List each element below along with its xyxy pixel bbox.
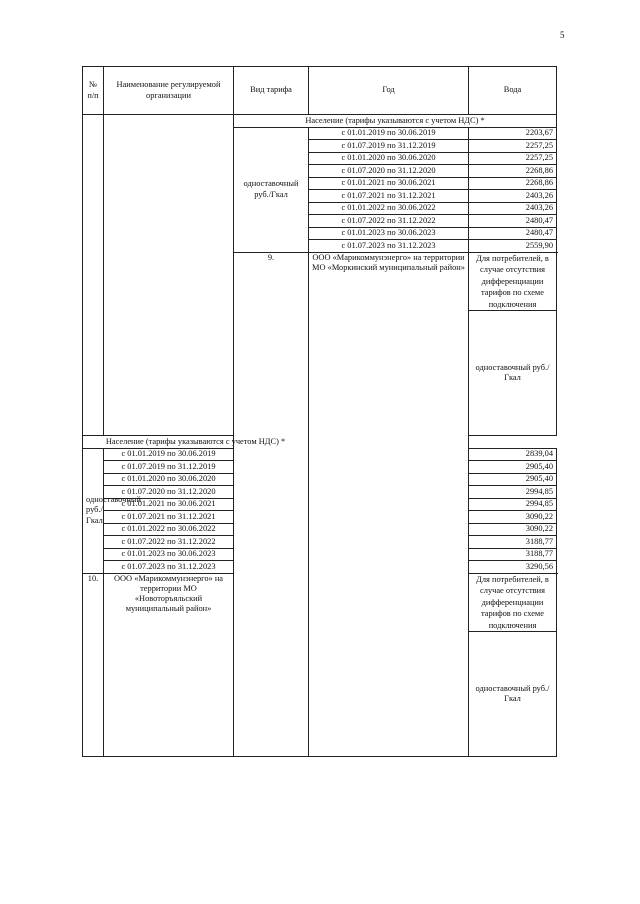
row-number: 10. xyxy=(83,573,104,757)
section-label: Для потребителей, в случае отсутствия дифференциации тарифов по схеме подключения xyxy=(469,252,557,311)
water-value: 2268,86 xyxy=(469,177,557,190)
water-value: 2480,47 xyxy=(469,215,557,228)
water-value: 2403,26 xyxy=(469,202,557,215)
section-label: Население (тарифы указываются с учетом НДС) * xyxy=(83,436,309,449)
section-label: Население (тарифы указываются с учетом НДС) * xyxy=(234,115,557,128)
period-cell: с 01.01.2019 по 30.06.2019 xyxy=(104,448,234,461)
water-value: 2905,40 xyxy=(469,473,557,486)
page-number: 5 xyxy=(560,30,565,40)
period-cell: с 01.01.2021 по 30.06.2021 xyxy=(104,498,234,511)
water-value: 3188,77 xyxy=(469,536,557,549)
period-cell: с 01.01.2019 по 30.06.2019 xyxy=(309,127,469,140)
water-value: 2905,40 xyxy=(469,461,557,474)
water-value: 2994,85 xyxy=(469,486,557,499)
water-value: 3090,22 xyxy=(469,511,557,524)
period-cell: с 01.01.2022 по 30.06.2022 xyxy=(104,523,234,536)
header-year: Год xyxy=(309,67,469,115)
period-cell: с 01.07.2019 по 31.12.2019 xyxy=(309,140,469,153)
period-cell: с 01.01.2020 по 30.06.2020 xyxy=(104,473,234,486)
period-cell: с 01.07.2019 по 31.12.2019 xyxy=(104,461,234,474)
period-cell: с 01.07.2021 по 31.12.2021 xyxy=(104,511,234,524)
tariff-type: одноставочный руб./Гкал xyxy=(234,127,309,252)
period-cell: с 01.07.2023 по 31.12.2023 xyxy=(309,240,469,253)
period-cell: с 01.01.2023 по 30.06.2023 xyxy=(104,548,234,561)
header-tariff-type: Вид тарифа xyxy=(234,67,309,115)
water-value: 2257,25 xyxy=(469,140,557,153)
organization-name: ООО «Марикоммунэнерго» на территории МО «Моркинский муниципальный район» xyxy=(309,252,469,757)
header-organization: Наименование регулируемой организации xyxy=(104,67,234,115)
period-cell: с 01.01.2023 по 30.06.2023 xyxy=(309,227,469,240)
tariff-type: одноставочный руб./Гкал xyxy=(469,311,557,436)
water-value: 3090,22 xyxy=(469,523,557,536)
period-cell: с 01.07.2022 по 31.12.2022 xyxy=(104,536,234,549)
water-value: 2257,25 xyxy=(469,152,557,165)
water-value: 2203,67 xyxy=(469,127,557,140)
water-value: 3290,56 xyxy=(469,561,557,574)
water-value: 2994,85 xyxy=(469,498,557,511)
period-cell: с 01.07.2020 по 31.12.2020 xyxy=(309,165,469,178)
organization-name: ООО «Марикоммунэнерго» на территории МО «Новоторъяльский муниципальный район» xyxy=(104,573,234,757)
water-value: 3188,77 xyxy=(469,548,557,561)
water-value: 2403,26 xyxy=(469,190,557,203)
water-value: 2839,04 xyxy=(469,448,557,461)
period-cell: с 01.01.2020 по 30.06.2020 xyxy=(309,152,469,165)
period-cell: с 01.07.2023 по 31.12.2023 xyxy=(104,561,234,574)
row-number xyxy=(83,115,104,436)
period-cell: с 01.07.2020 по 31.12.2020 xyxy=(104,486,234,499)
row-number: 9. xyxy=(234,252,309,757)
tariff-type: одноставочный руб./Гкал xyxy=(83,448,104,573)
tariff-type: одноставочный руб./Гкал xyxy=(469,632,557,757)
period-cell: с 01.07.2022 по 31.12.2022 xyxy=(309,215,469,228)
period-cell: с 01.01.2021 по 30.06.2021 xyxy=(309,177,469,190)
header-water: Вода xyxy=(469,67,557,115)
table-body xyxy=(83,115,557,757)
water-value: 2268,86 xyxy=(469,165,557,178)
period-cell: с 01.01.2022 по 30.06.2022 xyxy=(309,202,469,215)
section-label: Для потребителей, в случае отсутствия дифференциации тарифов по схеме подключения xyxy=(469,573,557,632)
table-header-row xyxy=(83,67,557,115)
header-no: № п/п xyxy=(83,67,104,115)
tariff-table xyxy=(82,66,557,757)
section-row xyxy=(83,115,557,128)
water-value: 2559,90 xyxy=(469,240,557,253)
organization-name xyxy=(104,115,234,436)
period-cell: с 01.07.2021 по 31.12.2021 xyxy=(309,190,469,203)
water-value: 2480,47 xyxy=(469,227,557,240)
